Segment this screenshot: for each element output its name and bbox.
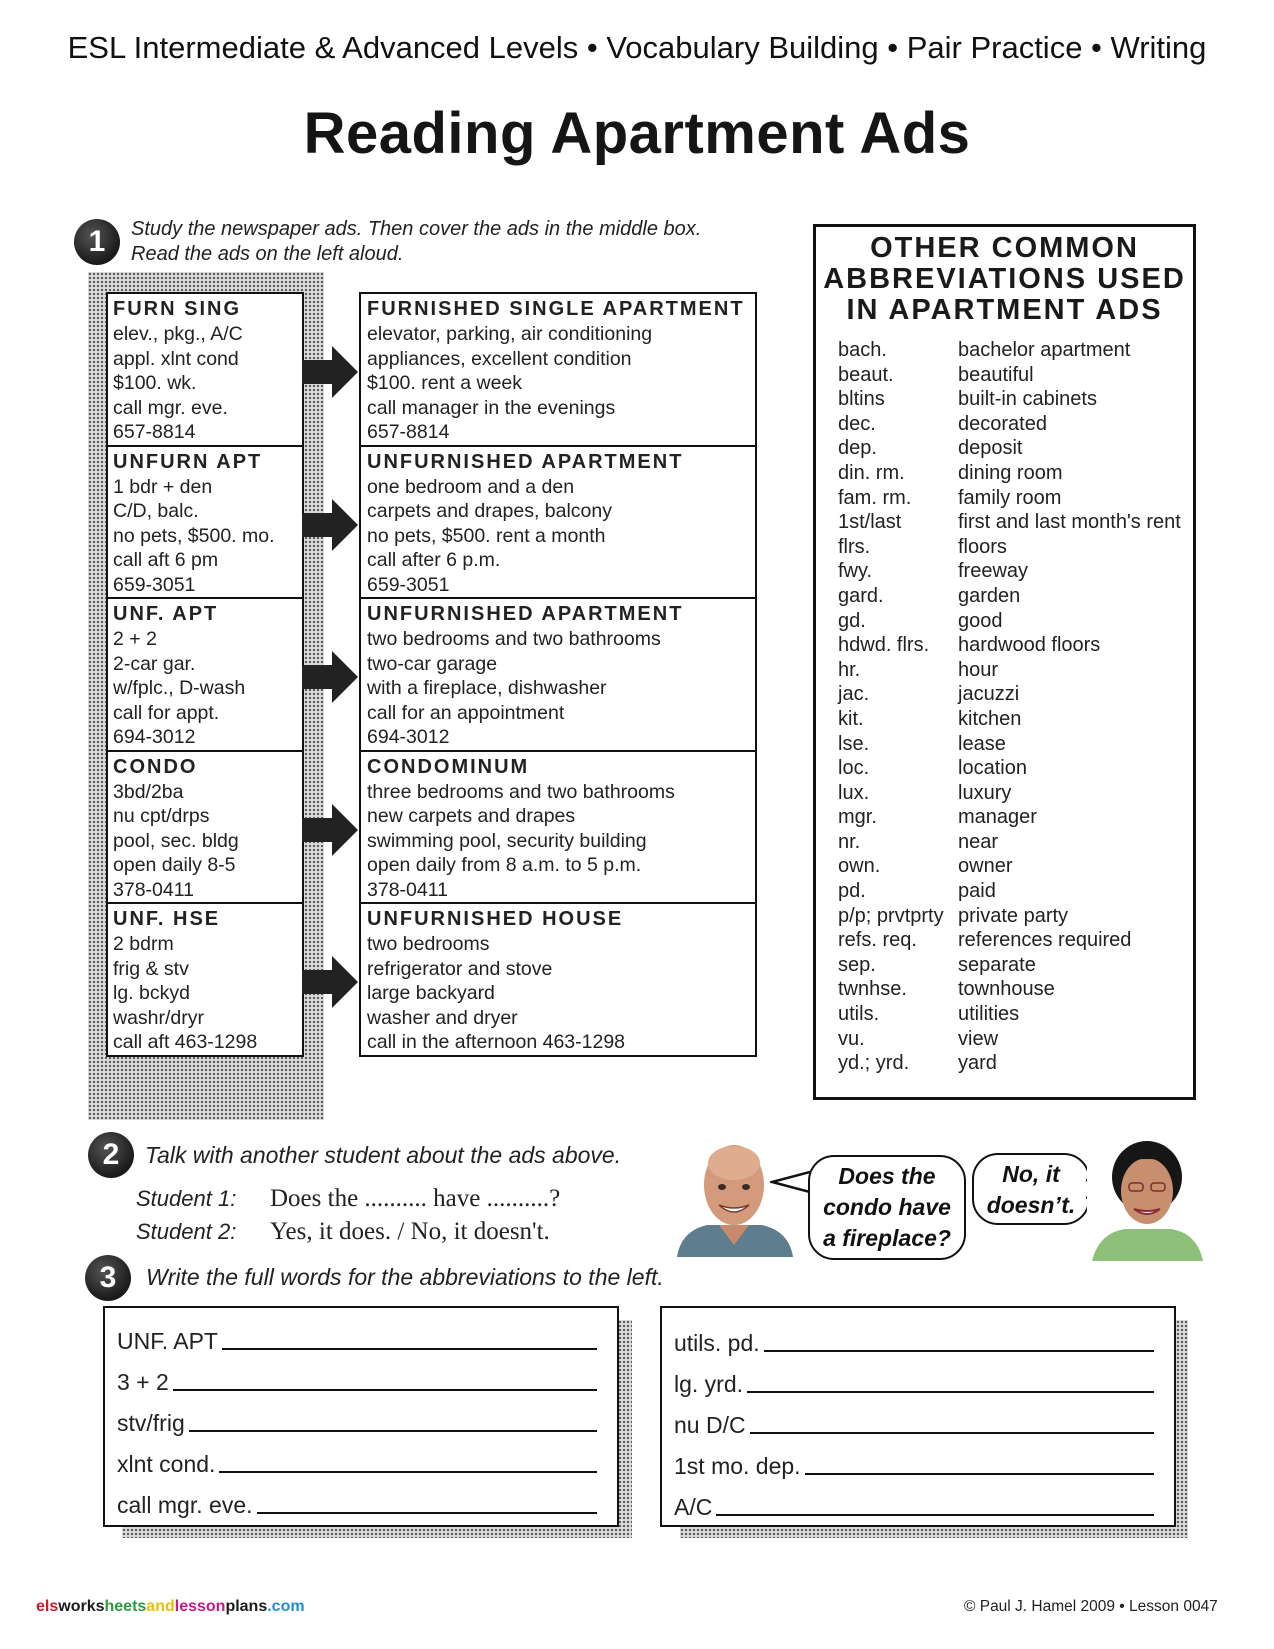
abbreviation-full: freeway (958, 560, 1029, 583)
short-ad-heading: UNF. HSE (113, 908, 221, 930)
abbreviation-full: beautiful (958, 363, 1034, 386)
abbreviation-short: flrs. (838, 535, 871, 558)
short-ad-line: call mgr. eve. (113, 396, 228, 419)
short-ad-line: washr/dryr (113, 1006, 205, 1029)
abbreviation-full: references required (958, 929, 1132, 952)
header-subtitle: ESL Intermediate & Advanced Levels • Vocabulary Building • Pair Practice • Writing (67, 30, 1207, 65)
abbreviations-list (816, 338, 1193, 1076)
right-arrow-icon (300, 952, 360, 1012)
abbreviation-short: mgr. (838, 806, 877, 829)
man-photo (667, 1133, 802, 1257)
abbreviation-row (816, 1002, 1193, 1027)
full-ad-line: three bedrooms and two bathrooms (367, 780, 675, 803)
footer-copyright: © Paul J. Hamel 2009 • Lesson 0047 (964, 1598, 1218, 1615)
abbreviation-full: hardwood floors (958, 634, 1101, 657)
footer-site-part: heets (104, 1598, 147, 1615)
right-arrow-icon (300, 800, 360, 860)
exercise-row (117, 1478, 597, 1519)
abbreviation-short: p/p; prvtprty (838, 904, 944, 927)
abbreviation-full: kitchen (958, 707, 1022, 730)
student2-text: Yes, it does. / No, it doesn't. (270, 1218, 550, 1245)
abbreviation-short: fwy. (838, 560, 873, 583)
answer-blank-line[interactable] (222, 1348, 597, 1350)
short-ad-line: appl. xlnt cond (113, 347, 239, 370)
answer-blank-line[interactable] (189, 1430, 597, 1432)
abbreviation-row (816, 879, 1193, 904)
abbreviation-short: nr. (838, 830, 861, 853)
abbreviation-short: loc. (838, 757, 870, 780)
abbreviation-short: vu. (838, 1027, 865, 1050)
full-ad-line: 378-0411 (367, 878, 448, 901)
abbreviation-full: jacuzzi (958, 683, 1020, 706)
full-ad-heading: CONDOMINUM (367, 755, 530, 778)
full-ad-heading: UNFURNISHED APARTMENT (367, 603, 684, 625)
short-ad-line: frig & stv (113, 957, 189, 980)
abbreviation-full: decorated (958, 412, 1047, 435)
abbreviation-short: lse. (838, 732, 870, 755)
full-ad-line: call in the afternoon 463-1298 (367, 1031, 626, 1053)
full-ad-line: two bedrooms (367, 933, 490, 955)
abbreviation-full: deposit (958, 437, 1023, 460)
exercise-abbreviation: nu D/C (674, 1412, 746, 1438)
abbreviation-full: location (958, 757, 1027, 780)
bubble-answer-line: doesn’t. (986, 1192, 1076, 1218)
right-exercise-box (660, 1306, 1176, 1527)
exercise-row (117, 1314, 597, 1355)
abbreviation-row (816, 658, 1193, 683)
full-ad-line: with a fireplace, dishwasher (367, 677, 607, 699)
full-ad-box (359, 750, 757, 905)
section2-instruction: Talk with another student about the ads above. (145, 1142, 622, 1168)
answer-blank-line[interactable] (764, 1350, 1154, 1352)
abbreviation-short: fam. rm. (838, 486, 912, 509)
footer-site-part: .com (267, 1598, 305, 1615)
short-ad-line: 2-car gar. (113, 652, 196, 675)
footer-site-link[interactable] (36, 1598, 305, 1616)
abbreviation-row (816, 510, 1193, 535)
abbreviation-row (816, 732, 1193, 757)
abbreviation-full: yard (958, 1052, 997, 1075)
abbreviation-row (816, 682, 1193, 707)
student1-line (136, 1185, 560, 1213)
exercise-abbreviation: UNF. APT (117, 1328, 218, 1354)
abbreviation-row (816, 928, 1193, 953)
abbreviation-short: beaut. (838, 363, 894, 386)
full-ad-box (359, 597, 757, 752)
short-ad-line: 1 bdr + den (113, 475, 213, 498)
bubble-question-line: Does the (838, 1163, 936, 1189)
student2-line (136, 1218, 550, 1246)
short-ad-line: C/D, balc. (113, 500, 199, 522)
abbreviation-full: lease (958, 732, 1006, 755)
short-ad-box (106, 445, 304, 600)
abbreviation-short: sep. (838, 953, 876, 976)
abbreviation-row (816, 707, 1193, 732)
footer-site-part: works (58, 1598, 105, 1615)
abbreviation-short: own. (838, 855, 881, 878)
full-ad-line: 694-3012 (367, 726, 450, 748)
full-ad-heading: UNFURNISHED HOUSE (367, 908, 624, 930)
short-ad-heading: UNFURN APT (113, 450, 263, 473)
abbreviation-full: good (958, 609, 1003, 632)
section1-instruction-line2: Read the ads on the left aloud. (131, 243, 404, 265)
exercise-abbreviation: call mgr. eve. (117, 1492, 253, 1518)
speech-bubble-answer (972, 1153, 1090, 1225)
section3-instruction: Write the full words for the abbreviations to the left. (146, 1264, 664, 1290)
answer-blank-line[interactable] (257, 1512, 598, 1514)
abbreviation-full: dining room (958, 461, 1063, 484)
abbreviation-full: separate (958, 953, 1036, 976)
abbreviation-short: jac. (838, 683, 870, 706)
abbreviation-full: utilities (958, 1003, 1020, 1026)
abbreviation-short: yd.; yrd. (838, 1052, 910, 1075)
abbreviation-short: bach. (838, 339, 887, 361)
abbreviation-short: refs. req. (838, 929, 917, 952)
section-number-1: 1 (74, 219, 120, 265)
speech-bubble-question (808, 1155, 966, 1260)
abbreviation-row (816, 904, 1193, 929)
full-ad-line: 657-8814 (367, 421, 450, 443)
abbreviations-title-line: ABBREVIATIONS USED (823, 263, 1186, 295)
short-ad-box (106, 750, 304, 905)
abbreviation-short: 1st/last (838, 511, 902, 534)
answer-blank-line[interactable] (805, 1473, 1154, 1475)
abbreviation-full: first and last month's rent (958, 511, 1181, 534)
bubble-answer-line: No, it (1002, 1161, 1060, 1187)
abbreviation-short: kit. (838, 707, 864, 730)
full-ad-line: swimming pool, security building (367, 829, 647, 852)
abbreviation-row (816, 436, 1193, 461)
short-ad-line: nu cpt/drps (113, 805, 210, 827)
full-ad-box (359, 902, 757, 1057)
abbreviation-row (816, 609, 1193, 634)
abbreviation-row (816, 830, 1193, 855)
exercise-row (674, 1316, 1154, 1357)
short-ad-box (106, 292, 304, 447)
abbreviation-full: built-in cabinets (958, 388, 1097, 411)
abbreviation-full: luxury (958, 781, 1012, 804)
short-ad-line: 3bd/2ba (113, 780, 184, 803)
exercise-row (117, 1437, 597, 1478)
short-ad-line: call aft 6 pm (113, 549, 219, 571)
abbreviation-short: hdwd. flrs. (838, 634, 930, 657)
abbreviation-full: hour (958, 658, 999, 681)
full-ad-line: no pets, $500. rent a month (367, 524, 606, 547)
abbreviation-full: bachelor apartment (958, 339, 1131, 361)
abbreviation-short: utils. (838, 1003, 880, 1026)
section-number-3: 3 (85, 1255, 131, 1301)
short-ad-line: elev., pkg., A/C (113, 323, 243, 345)
short-ad-line: open daily 8-5 (113, 854, 236, 876)
abbreviation-row (816, 486, 1193, 511)
full-ad-line: elevator, parking, air conditioning (367, 323, 653, 345)
abbreviation-row (816, 1051, 1193, 1076)
abbreviation-short: pd. (838, 880, 866, 903)
exercise-abbreviation: lg. yrd. (674, 1371, 744, 1397)
full-ad-line: carpets and drapes, balcony (367, 500, 612, 522)
page-title: Reading Apartment Ads (303, 101, 971, 166)
full-ad-box (359, 292, 757, 447)
exercise-row (674, 1357, 1154, 1398)
short-ad-line: pool, sec. bldg (113, 829, 239, 852)
short-ad-line: 2 + 2 (113, 628, 157, 650)
woman-photo (1087, 1133, 1207, 1261)
full-ads-column (359, 292, 757, 1055)
abbreviations-title-line: OTHER COMMON (870, 232, 1139, 264)
exercise-abbreviation: stv/frig (117, 1410, 185, 1436)
abbreviation-row (816, 805, 1193, 830)
full-ad-line: call manager in the evenings (367, 396, 616, 419)
student2-label: Student 2: (136, 1219, 237, 1244)
answer-blank-line[interactable] (750, 1432, 1154, 1434)
abbreviations-panel (813, 224, 1196, 1100)
full-ad-line: washer and dryer (367, 1006, 518, 1029)
right-arrow-icon (300, 647, 360, 707)
short-ad-heading: CONDO (113, 755, 198, 778)
student1-label: Student 1: (136, 1186, 237, 1211)
full-ad-line: large backyard (367, 982, 495, 1004)
bubble-question-line: condo have (823, 1194, 951, 1220)
short-ad-line: 694-3012 (113, 726, 196, 748)
footer-site-part: plans (225, 1598, 268, 1615)
left-exercise-box (103, 1306, 619, 1527)
short-ad-heading: UNF. APT (113, 603, 219, 625)
full-ad-line: one bedroom and a den (367, 475, 575, 498)
abbreviation-full: paid (958, 880, 996, 903)
short-ad-line: $100. wk. (113, 372, 197, 394)
abbreviations-title (816, 233, 1193, 326)
full-ad-line: new carpets and drapes (367, 805, 576, 827)
short-ad-line: call for appt. (113, 701, 220, 724)
full-ad-heading: FURNISHED SINGLE APARTMENT (367, 298, 745, 320)
abbreviation-short: din. rm. (838, 461, 905, 484)
exercise-row (674, 1439, 1154, 1480)
abbreviation-row (816, 977, 1193, 1002)
abbreviation-full: manager (958, 806, 1037, 829)
short-ad-box (106, 597, 304, 752)
abbreviation-row (816, 953, 1193, 978)
abbreviation-full: view (958, 1027, 999, 1050)
abbreviation-row (816, 387, 1193, 412)
abbreviation-short: lux. (838, 781, 870, 804)
abbreviation-full: townhouse (958, 978, 1055, 1001)
full-ad-line: open daily from 8 a.m. to 5 p.m. (367, 854, 642, 876)
bubble-question-line: a fireplace? (823, 1225, 951, 1251)
abbreviations-title-line: IN APARTMENT ADS (846, 294, 1163, 326)
short-ad-line: no pets, $500. mo. (113, 524, 275, 547)
short-ads-column (106, 292, 304, 1055)
abbreviation-short: twnhse. (838, 978, 907, 1001)
exercise-abbreviation: A/C (674, 1494, 713, 1520)
short-ad-line: call aft 463-1298 (113, 1031, 258, 1053)
full-ad-heading: UNFURNISHED APARTMENT (367, 450, 684, 473)
abbreviation-short: hr. (838, 658, 861, 681)
short-ad-heading: FURN SING (113, 298, 241, 320)
abbreviation-short: gd. (838, 609, 866, 632)
abbreviation-short: dec. (838, 412, 876, 435)
answer-blank-line[interactable] (219, 1471, 597, 1473)
abbreviation-row (816, 1027, 1193, 1052)
abbreviation-short: bltins (838, 388, 885, 411)
abbreviation-full: floors (958, 535, 1007, 558)
abbreviation-row (816, 756, 1193, 781)
bubble-tail-left (770, 1170, 810, 1194)
abbreviation-row (816, 584, 1193, 609)
full-ad-line: two bedrooms and two bathrooms (367, 628, 661, 650)
short-ad-line: w/fplc., D-wash (113, 677, 246, 699)
abbreviation-full: near (958, 830, 999, 853)
short-ad-line: 657-8814 (113, 421, 196, 443)
answer-blank-line[interactable] (747, 1391, 1154, 1393)
short-ad-line: lg. bckyd (113, 982, 190, 1004)
exercise-row (117, 1396, 597, 1437)
section-number-2: 2 (88, 1132, 134, 1178)
full-ad-line: appliances, excellent condition (367, 347, 632, 370)
full-ad-line: call after 6 p.m. (367, 549, 501, 571)
abbreviation-row (816, 559, 1193, 584)
abbreviation-row (816, 338, 1193, 363)
short-ad-line: 378-0411 (113, 878, 194, 901)
section1-instruction-line1: Study the newspaper ads. Then cover the ads in the middle box. (131, 218, 702, 240)
full-ad-line: 659-3051 (367, 573, 450, 596)
full-ad-line: $100. rent a week (367, 372, 523, 394)
short-ad-line: 659-3051 (113, 573, 196, 596)
abbreviation-row (816, 363, 1193, 388)
exercise-abbreviation: 1st mo. dep. (674, 1453, 801, 1479)
short-ad-line: 2 bdrm (113, 933, 174, 955)
abbreviation-full: owner (958, 855, 1013, 878)
abbreviation-row (816, 461, 1193, 486)
student1-text: Does the .......... have ..........? (270, 1185, 561, 1212)
answer-blank-line[interactable] (716, 1514, 1154, 1516)
footer-site-part: and (146, 1598, 175, 1615)
exercise-row (674, 1480, 1154, 1521)
exercise-abbreviation: 3 + 2 (117, 1369, 169, 1395)
abbreviation-full: family room (958, 486, 1062, 509)
abbreviation-full: garden (958, 584, 1021, 607)
abbreviation-row (816, 633, 1193, 658)
footer-site-part: els (36, 1598, 59, 1615)
full-ad-line: refrigerator and stove (367, 957, 553, 980)
short-ad-box (106, 902, 304, 1057)
abbreviation-row (816, 535, 1193, 560)
right-arrow-icon (300, 342, 360, 402)
exercise-abbreviation: utils. pd. (674, 1330, 760, 1356)
exercise-abbreviation: xlnt cond. (117, 1451, 216, 1477)
exercise-row (117, 1355, 597, 1396)
abbreviation-full: private party (958, 904, 1069, 927)
abbreviation-row (816, 412, 1193, 437)
right-arrow-icon (300, 495, 360, 555)
abbreviation-row (816, 854, 1193, 879)
abbreviation-row (816, 781, 1193, 806)
answer-blank-line[interactable] (173, 1389, 597, 1391)
footer-site-part: lesson (174, 1598, 226, 1615)
abbreviation-short: dep. (838, 437, 877, 460)
abbreviation-short: gard. (838, 584, 884, 607)
full-ad-line: call for an appointment (367, 701, 565, 724)
full-ad-box (359, 445, 757, 600)
full-ad-line: two-car garage (367, 652, 498, 675)
exercise-row (674, 1398, 1154, 1439)
